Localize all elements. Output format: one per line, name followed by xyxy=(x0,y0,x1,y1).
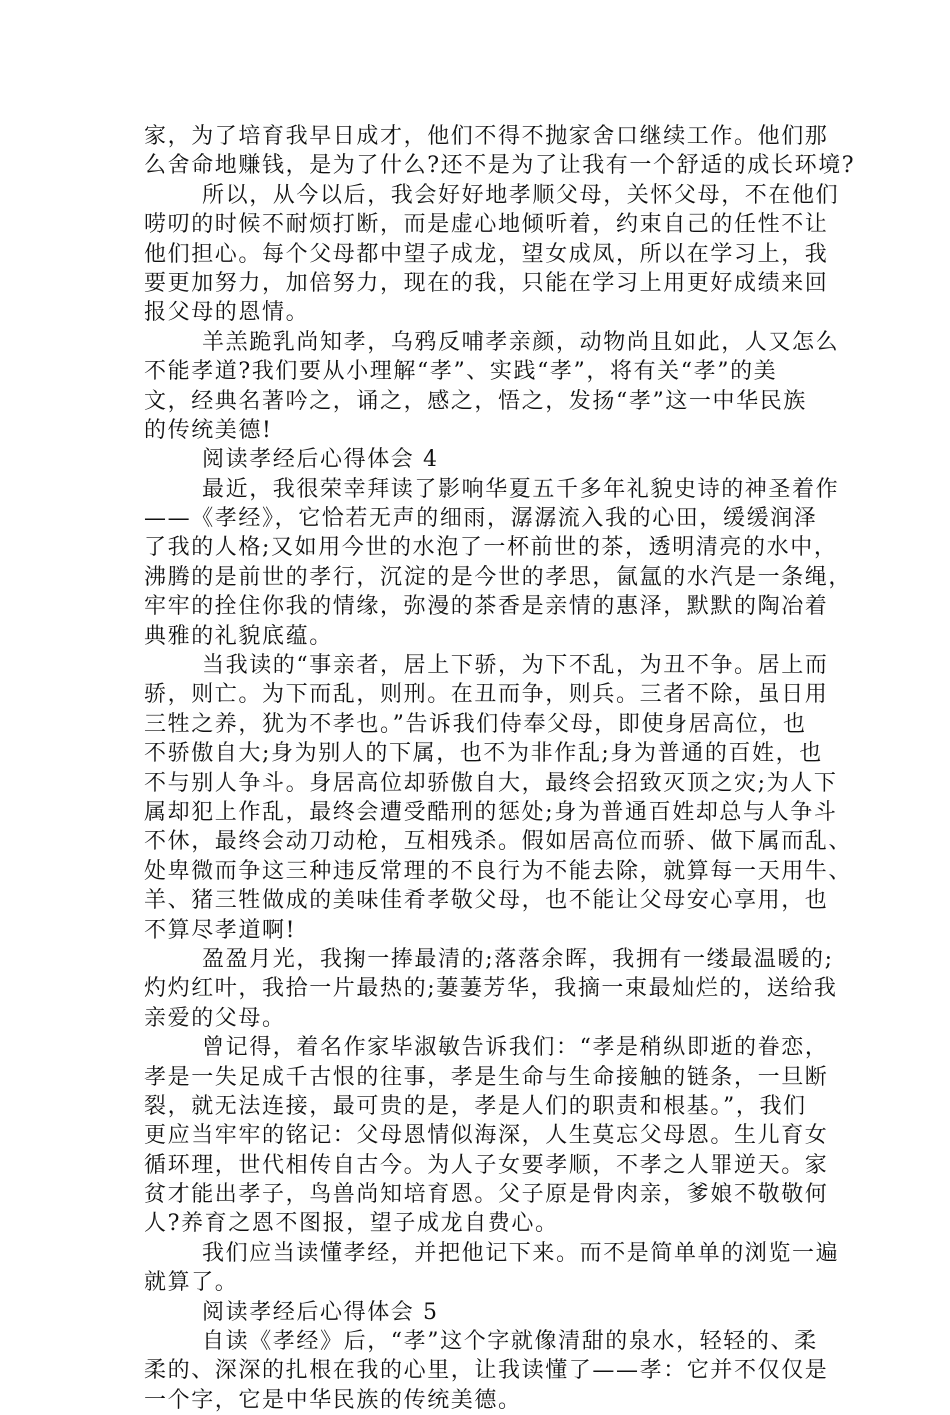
text-line: 典雅的礼貌底蕴。 xyxy=(144,623,333,649)
paragraph-first-line: 所以，从今以后，我会好好地孝顺父母，关怀父母，不在他们 xyxy=(202,182,840,208)
paragraph-first-line: 当我读的“事亲者，居上下骄，为下不乱，为丑不争。居上而 xyxy=(202,653,829,679)
paragraph-first-line: 我们应当读懂孝经，并把他记下来。而不是简单单的浏览一遍 xyxy=(202,1240,840,1266)
text-line: 更应当牢牢的铭记：父母恩情似海深，人生莫忘父母恩。生儿育女 xyxy=(144,1123,829,1149)
paragraph-first-line: 阅读孝经后心得体会 5 xyxy=(202,1299,439,1325)
text-line: 了我的人格;又如用今世的水泡了一杯前世的茶，透明清亮的水中， xyxy=(144,535,838,561)
paragraph-first-line: 阅读孝经后心得体会 4 xyxy=(202,447,439,473)
text-line: 亲爱的父母。 xyxy=(144,1005,286,1031)
text-line: 唠叨的时候不耐烦打断，而是虚心地倾听着，约束自己的任性不让 xyxy=(144,212,829,238)
text-line: 文，经典名著吟之，诵之，感之，悟之，发扬“孝”这一中华民族 xyxy=(144,388,807,414)
document-body xyxy=(144,122,856,1415)
text-line: 骄，则亡。为下而乱，则刑。在丑而争，则兵。三者不除，虽日用 xyxy=(144,682,829,708)
text-line: 要更加努力，加倍努力，现在的我，只能在学习上用更好成绩来回 xyxy=(144,270,829,296)
text-line: 么舍命地赚钱，是为了什么?还不是为了让我有一个舒适的成长环境? xyxy=(144,153,856,179)
text-line: 羊、猪三牲做成的美味佳肴孝敬父母，也不能让父母安心享用，也 xyxy=(144,888,829,914)
paragraph-first-line: 盈盈月光，我掬一捧最清的;落落余晖，我拥有一缕最温暖的; xyxy=(202,946,834,972)
text-line: 循环理，世代相传自古今。为人子女要孝顺，不孝之人罪逆天。家 xyxy=(144,1152,829,1178)
paragraph-first-line: 羊羔跪乳尚知孝，乌鸦反哺孝亲颜，动物尚且如此，人又怎么 xyxy=(202,329,840,355)
text-line: 报父母的恩情。 xyxy=(144,300,310,326)
text-line: ——《孝经》，它恰若无声的细雨，潺潺流入我的心田，缓缓润泽 xyxy=(144,506,818,532)
text-line: 沸腾的是前世的孝行，沉淀的是今世的孝思，氤氲的水汽是一条绳， xyxy=(144,564,853,590)
text-line: 不能孝道?我们要从小理解“孝”、实践“孝”，将有关“孝”的美 xyxy=(144,359,778,385)
text-line: 孝是一失足成千古恨的往事，孝是生命与生命接触的链条，一旦断 xyxy=(144,1064,829,1090)
text-line: 家，为了培育我早日成才，他们不得不抛家舍口继续工作。他们那 xyxy=(144,124,829,149)
text-line: 不与别人争斗。身居高位却骄傲自大，最终会招致灭顶之灾;为人下 xyxy=(144,770,838,796)
text-line: 牢牢的拴住你我的情缘，弥漫的茶香是亲情的惠泽，默默的陶冶着 xyxy=(144,594,829,620)
text-line: 贫才能出孝子，鸟兽尚知培育恩。父子原是骨肉亲，爹娘不敬敬何 xyxy=(144,1182,829,1208)
paragraph-first-line: 曾记得，着名作家毕淑敏告诉我们：“孝是稍纵即逝的眷恋， xyxy=(202,1035,829,1061)
paragraph-first-line: 最近，我很荣幸拜读了影响华夏五千多年礼貌史诗的神圣着作 xyxy=(202,476,840,502)
text-line: 裂，就无法连接，最可贵的是，孝是人们的职责和根基。”，我们 xyxy=(144,1093,807,1119)
paragraph-first-line: 自读《孝经》后，“孝”这个字就像清甜的泉水，轻轻的、柔 xyxy=(202,1329,818,1355)
text-line: 一个字，它是中华民族的传统美德。 xyxy=(144,1387,522,1413)
text-line: 的传统美德! xyxy=(144,417,273,443)
text-line: 灼灼红叶，我拾一片最热的;萋萋芳华，我摘一束最灿烂的，送给我 xyxy=(144,976,838,1002)
text-line: 三牲之养，犹为不孝也。”告诉我们侍奉父母，即使身居高位，也 xyxy=(144,711,807,737)
text-line: 人?养育之恩不图报，望子成龙自费心。 xyxy=(144,1211,559,1237)
text-line: 不骄傲自大;身为别人的下属，也不为非作乱;身为普通的百姓，也 xyxy=(144,741,823,767)
text-line: 不算尽孝道啊! xyxy=(144,917,297,943)
text-line: 处卑微而争这三种违反常理的不良行为不能去除，就算每一天用牛、 xyxy=(144,858,853,884)
text-line: 就算了。 xyxy=(144,1270,239,1296)
text-line: 他们担心。每个父母都中望子成龙，望女成凤，所以在学习上，我 xyxy=(144,241,829,267)
text-line: 不休，最终会动刀动枪，互相残杀。假如居高位而骄、做下属而乱、 xyxy=(144,829,853,855)
text-line: 柔的、深深的扎根在我的心里，让我读懂了——孝：它并不仅仅是 xyxy=(144,1358,829,1384)
text-line: 属却犯上作乱，最终会遭受酷刑的惩处;身为普通百姓却总与人争斗 xyxy=(144,799,838,825)
